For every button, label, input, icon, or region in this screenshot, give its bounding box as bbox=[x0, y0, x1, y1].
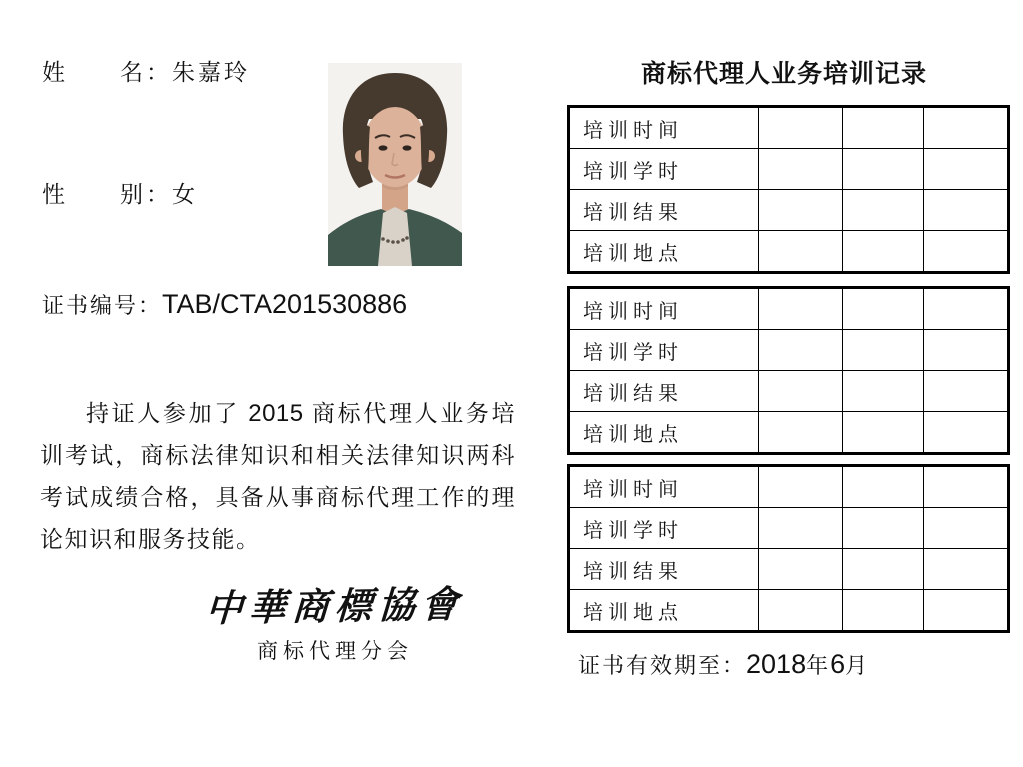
training-table-2 bbox=[567, 286, 1010, 455]
table-row bbox=[569, 190, 1009, 231]
empty-cell bbox=[924, 231, 1009, 273]
empty-cell bbox=[843, 330, 924, 371]
training-table-3 bbox=[567, 464, 1010, 633]
portrait-photo bbox=[328, 63, 462, 266]
empty-cell bbox=[843, 590, 924, 632]
statement-year: 2015 bbox=[248, 400, 304, 427]
empty-cell bbox=[759, 412, 843, 454]
association-seal-calligraphy: 中華商標協會 bbox=[204, 584, 465, 631]
empty-cell bbox=[759, 466, 843, 508]
validity-line bbox=[578, 649, 869, 680]
row-label-training-result: 培训结果 bbox=[569, 549, 759, 590]
training-record-title: 商标代理人业务培训记录 bbox=[640, 60, 927, 88]
table-row bbox=[569, 330, 1009, 371]
empty-cell bbox=[843, 190, 924, 231]
table-row bbox=[569, 590, 1009, 632]
empty-cell bbox=[843, 288, 924, 330]
empty-cell bbox=[924, 590, 1009, 632]
row-label-training-place: 培训地点 bbox=[569, 231, 759, 273]
empty-cell bbox=[924, 466, 1009, 508]
empty-cell bbox=[924, 288, 1009, 330]
empty-cell bbox=[759, 149, 843, 190]
row-label-training-time: 培训时间 bbox=[569, 288, 759, 330]
row-label-training-place: 培训地点 bbox=[569, 590, 759, 632]
empty-cell bbox=[759, 549, 843, 590]
empty-cell bbox=[759, 508, 843, 549]
empty-cell bbox=[924, 549, 1009, 590]
table-row bbox=[569, 231, 1009, 273]
empty-cell bbox=[759, 590, 843, 632]
empty-cell bbox=[759, 288, 843, 330]
table-row bbox=[569, 549, 1009, 590]
table-row bbox=[569, 288, 1009, 330]
empty-cell bbox=[843, 508, 924, 549]
table-row bbox=[569, 371, 1009, 412]
validity-year-unit: 年 bbox=[806, 653, 831, 678]
empty-cell bbox=[843, 371, 924, 412]
empty-cell bbox=[759, 231, 843, 273]
certificate-number-value: TAB/CTA201530886 bbox=[162, 289, 408, 319]
empty-cell bbox=[759, 190, 843, 231]
empty-cell bbox=[924, 149, 1009, 190]
empty-cell bbox=[759, 371, 843, 412]
row-label-training-hours: 培训学时 bbox=[569, 508, 759, 549]
validity-month: 6 bbox=[830, 649, 846, 679]
empty-cell bbox=[843, 466, 924, 508]
empty-cell bbox=[924, 412, 1009, 454]
validity-year: 2018 bbox=[746, 649, 807, 679]
validity-label: 证书有效期至： bbox=[578, 653, 747, 678]
table-row bbox=[569, 149, 1009, 190]
table-row bbox=[569, 107, 1009, 149]
empty-cell bbox=[924, 330, 1009, 371]
certificate-number-label: 证书编号： bbox=[42, 293, 163, 318]
portrait-photo-graphic bbox=[328, 63, 462, 266]
empty-cell bbox=[843, 549, 924, 590]
statement-text-1: 持证人参加了 bbox=[86, 401, 249, 426]
table-row bbox=[569, 412, 1009, 454]
row-label-training-time: 培训时间 bbox=[569, 107, 759, 149]
empty-cell bbox=[759, 330, 843, 371]
holder-name-line: 姓 名：朱嘉玲 bbox=[42, 60, 250, 85]
row-label-training-hours: 培训学时 bbox=[569, 149, 759, 190]
table-row bbox=[569, 508, 1009, 549]
validity-month-unit: 月 bbox=[845, 653, 870, 678]
empty-cell bbox=[843, 231, 924, 273]
empty-cell bbox=[843, 149, 924, 190]
certificate-number-line bbox=[42, 289, 407, 320]
empty-cell bbox=[759, 107, 843, 149]
empty-cell bbox=[924, 190, 1009, 231]
association-branch-name: 商标代理分会 bbox=[257, 639, 413, 663]
row-label-training-hours: 培训学时 bbox=[569, 330, 759, 371]
empty-cell bbox=[843, 107, 924, 149]
empty-cell bbox=[924, 107, 1009, 149]
empty-cell bbox=[843, 412, 924, 454]
row-label-training-time: 培训时间 bbox=[569, 466, 759, 508]
table-row bbox=[569, 466, 1009, 508]
qualification-statement bbox=[40, 393, 516, 561]
row-label-training-result: 培训结果 bbox=[569, 190, 759, 231]
statement-text-2: 商标代理人业务培训考试，商标法律知识和相关法律知识两科考试成绩合格，具备从事商标代理工作的理论知识和服务技能。 bbox=[40, 401, 516, 552]
row-label-training-result: 培训结果 bbox=[569, 371, 759, 412]
holder-gender-line: 性 别：女 bbox=[42, 182, 198, 207]
association-seal-block bbox=[200, 576, 470, 665]
row-label-training-place: 培训地点 bbox=[569, 412, 759, 454]
training-table-1 bbox=[567, 105, 1010, 274]
empty-cell bbox=[924, 371, 1009, 412]
empty-cell bbox=[924, 508, 1009, 549]
